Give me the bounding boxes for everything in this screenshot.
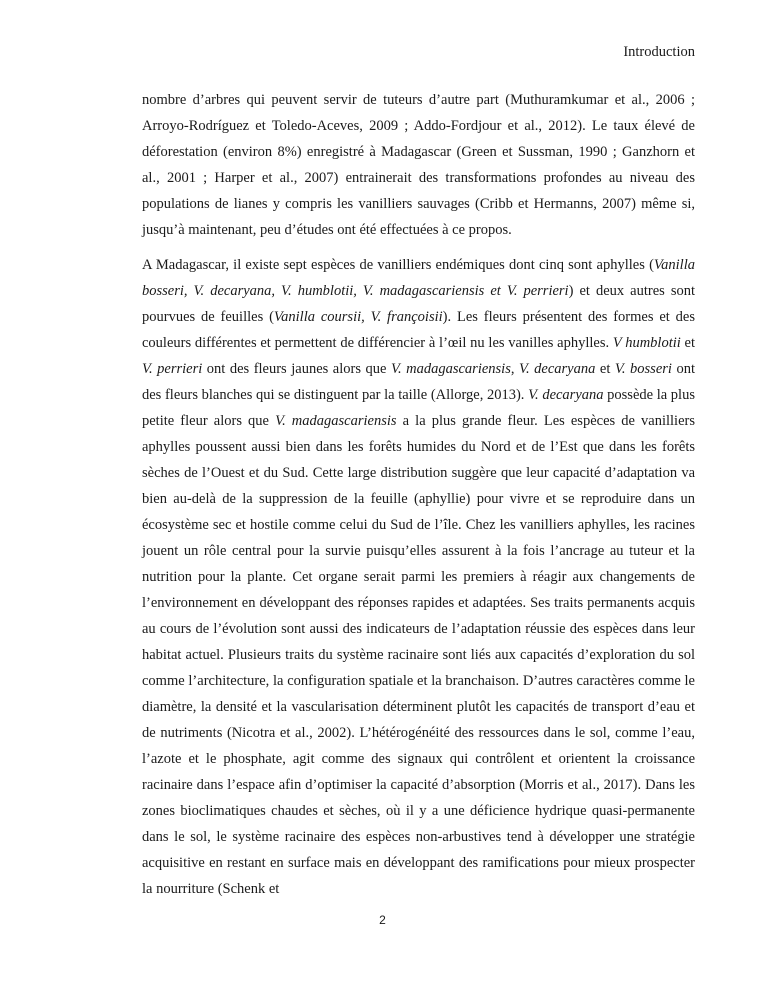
paragraph-2 — [142, 252, 695, 902]
section-title: Introduction — [623, 44, 695, 60]
text-run: ont des fleurs blanches qui se distinguent par la taille (Allorge, 2013). — [142, 361, 695, 403]
italic-species-name: V. decaryana — [519, 361, 596, 377]
text-run: , — [510, 361, 520, 377]
italic-species-name: Vanilla bosseri, V. decaryana, V. humblotii, V. madagascariensis et V. perrieri — [142, 257, 695, 299]
body-text — [142, 87, 695, 902]
text-run: nombre d’arbres qui peuvent servir de tuteurs d’autre part (Muthuramkumar et al., 2006 ; Arroyo-Rodríguez et Toledo-Aceves, 2009 ; Addo-Fordjour et al., 2012). Le taux élevé de déforestation (environ 8%) enregistré à Madagascar (Green et Sussman, 1990 ; Ganzhorn et al., 2001 ; Harper et al., 2007) entrainerait des transformations profondes au niveau des populations de lianes y compris les vanilliers sauvages (Cribb et Hermanns, 2007) même si, jusqu’à maintenant, peu d’études ont été effectuées à ce propos. — [142, 92, 695, 238]
running-header — [623, 43, 695, 61]
text-run: et — [595, 361, 615, 377]
text-run: ont des fleurs jaunes alors que — [202, 361, 391, 377]
text-run: ). Les fleurs présentent des formes et des couleurs différentes et permettent de différencier à l’œil nu les vanilles aphylles. — [142, 309, 695, 351]
italic-species-name: V. perrieri — [142, 361, 203, 377]
paragraph-1 — [142, 87, 695, 243]
italic-species-name: Vanilla coursii, V. françoisii — [273, 309, 443, 325]
page-number: 2 — [379, 913, 386, 927]
text-run: et — [680, 335, 695, 351]
text-run: ) et deux autres sont pourvues de feuilles ( — [142, 283, 695, 325]
text-run: possède la plus petite fleur alors que — [142, 387, 695, 429]
text-run: a la plus grande fleur. Les espèces de vanilliers aphylles poussent aussi bien dans les forêts humides du Nord et de l’Est que dans les forêts sèches de l’Ouest et du Sud. Cette large distribution suggère que leur capacité d’adaptation va bien au-delà de la suppression de la feuille (aphyllie) pour vivre et se reproduire dans un écosystème sec et hostile comme celui du Sud de l’île. Chez les vanilliers aphylles, les racines jouent un rôle central pour la survie puisqu’elles assurent à la fois l’ancrage au tuteur et la nutrition pour la plante. Cet organe serait parmi les premiers à réagir aux changements de l’environnement en développant des réponses rapides et adaptées. Ses traits permanents acquis au cours de l’évolution sont aussi des indicateurs de l’adaptation réussie des espèces dans leur habitat actuel. Plusieurs traits du système racinaire sont liés aux capacités d’exploration du sol comme l’architecture, la configuration spatiale et la branchaison. D’autres caractères comme le diamètre, la densité et la vascularisation déterminent plutôt les capacités de transport d’eau et de nutriments (Nicotra et al., 2002). L’hétérogénéité des ressources dans le sol, comme l’eau, l’azote et le phosphate, agit comme des signaux qui contrôlent et orientent la croissance racinaire dans l’espace afin d’optimiser la capacité d’absorption (Morris et al., 2017). Dans les zones bioclimatiques chaudes et sèches, où il y a une déficience hydrique quasi-permanente dans le sol, le système racinaire des espèces non-arbustives tend à développer une stratégie acquisitive en restant en surface mais en développant des ramifications pour mieux prospecter la nourriture (Schenk et — [142, 413, 695, 897]
text-run: A Madagascar, il existe sept espèces de vanilliers endémiques dont cinq sont aphylles ( — [142, 257, 654, 273]
italic-species-name: V. decaryana — [528, 387, 604, 403]
italic-species-name: V. bosseri — [614, 361, 672, 377]
italic-species-name: V humblotii — [612, 335, 681, 351]
italic-species-name: V. madagascariensis — [275, 413, 397, 429]
italic-species-name: V. madagascariensis — [390, 361, 511, 377]
